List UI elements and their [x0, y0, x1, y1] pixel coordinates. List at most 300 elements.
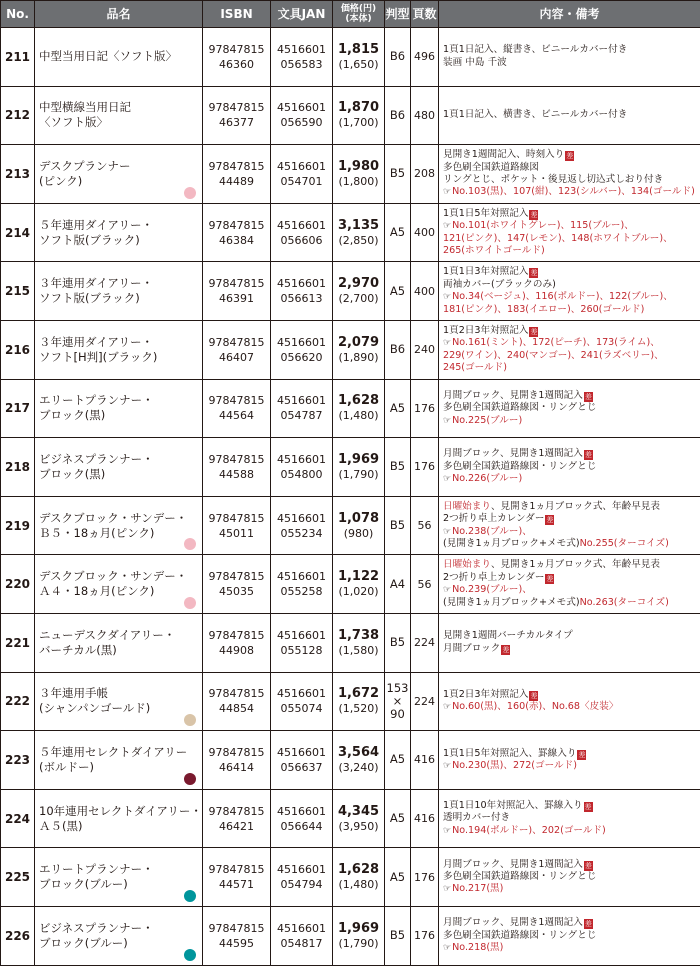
- price-base: (2,700): [338, 292, 379, 306]
- notes-sub: (見開き1ヵ月ブロック+メモ式): [443, 537, 580, 549]
- price-base: (1,480): [338, 878, 379, 892]
- product-name-line2: ソフト[H判](ブラック): [39, 349, 158, 364]
- isbn: [203, 789, 271, 848]
- notes: [439, 379, 700, 438]
- notes-line: [443, 362, 700, 374]
- size: B5: [385, 438, 411, 497]
- notes-text: No.103(黒)、107(紺)、123(シルバー)、134(ゴールド): [452, 186, 695, 198]
- notes-text: 、見開き1ヵ月ブロック式、年齢早見表: [490, 500, 660, 512]
- notes-sub: (見開き1ヵ月ブロック+メモ式): [443, 596, 580, 608]
- notes-text: 1頁2日3年対照記入: [443, 688, 529, 700]
- jan: [271, 789, 333, 848]
- notes-line: [443, 825, 700, 837]
- notes-line: [443, 559, 700, 571]
- product-name: [35, 496, 203, 555]
- notes-text: No.217(黒): [452, 883, 504, 895]
- jan: [271, 555, 333, 614]
- notes: [439, 613, 700, 672]
- jan-line1: 4516601: [277, 101, 326, 115]
- pointing-hand-icon: ☞: [443, 585, 452, 596]
- notes-text: No.218(黒): [452, 941, 504, 953]
- size: [385, 672, 411, 731]
- jan: [271, 613, 333, 672]
- product-name: [35, 906, 203, 965]
- notes-line: [443, 942, 700, 954]
- size: B5: [385, 906, 411, 965]
- jan-line1: 4516601: [277, 921, 326, 935]
- product-name: [35, 379, 203, 438]
- notes-text: 多色刷全国鉄道路線図・リングとじ: [443, 929, 597, 941]
- isbn-line2: 45011: [219, 526, 254, 540]
- price: [333, 438, 385, 497]
- insert-mark-icon: 差: [584, 392, 592, 401]
- notes-line: [443, 448, 700, 460]
- isbn-line2: 46377: [219, 116, 254, 130]
- size-h: 90: [390, 706, 405, 721]
- notes-line: [443, 689, 700, 701]
- notes-line: [443, 501, 700, 513]
- header-name: 品名: [35, 1, 203, 28]
- product-name-line1: 中型当用日記〈ソフト版〉: [39, 49, 177, 64]
- notes-text: 多色刷全国鉄道路線図・リングとじ: [443, 870, 597, 882]
- table-row: [1, 320, 700, 379]
- notes-text: 1頁1日記入、横書き、ビニールカバー付き: [443, 109, 628, 121]
- isbn: [203, 379, 271, 438]
- isbn-line1: 97847815: [208, 628, 265, 642]
- price-base: (2,850): [338, 233, 379, 247]
- jan: [271, 906, 333, 965]
- jan-line1: 4516601: [277, 570, 326, 584]
- product-name-line2: バーチカル(黒): [39, 642, 117, 657]
- product-name-line2: ブロック(黒): [39, 466, 106, 481]
- price-total: 1,738: [337, 627, 380, 643]
- notes-text: No.194(ボルドー)、202(ゴールド): [452, 824, 606, 836]
- size: A5: [385, 731, 411, 790]
- header-isbn: ISBN: [203, 1, 271, 28]
- notes-text: No.255(ターコイズ): [579, 537, 669, 549]
- price: [333, 145, 385, 204]
- row-no: 221: [1, 613, 35, 672]
- price: [333, 613, 385, 672]
- table-row: [1, 731, 700, 790]
- size: A4: [385, 555, 411, 614]
- price-total: 2,079: [337, 334, 380, 350]
- product-name-line1: 中型横線当用日記: [39, 100, 131, 115]
- notes-line: [443, 871, 700, 883]
- jan-line2: 055074: [280, 702, 323, 716]
- size: B6: [385, 320, 411, 379]
- pages: 224: [411, 672, 439, 731]
- product-name-line2: (シャンパンゴールド): [39, 701, 151, 716]
- price-total: 1,122: [337, 569, 380, 585]
- table-row: [1, 555, 700, 614]
- jan-line2: 056590: [280, 116, 323, 130]
- size: B6: [385, 86, 411, 145]
- isbn-line2: 44588: [219, 467, 254, 481]
- product-name-line2: (ボルドー): [39, 759, 94, 774]
- isbn: [203, 203, 271, 262]
- price-total: 1,628: [337, 393, 380, 409]
- insert-mark-icon: 差: [546, 574, 554, 583]
- jan-line2: 054787: [280, 409, 323, 423]
- notes-line: [443, 350, 700, 362]
- notes-text: 月間ブロック、見開き1週間記入: [443, 389, 583, 401]
- table-row: [1, 379, 700, 438]
- jan-line2: 054701: [280, 174, 323, 188]
- notes-text: 見開き1週間バーチカルタイプ: [443, 630, 573, 642]
- notes-text: 1頁2日3年対照記入: [443, 324, 529, 336]
- notes-line: [443, 337, 700, 349]
- jan-line1: 4516601: [277, 628, 326, 642]
- price: [333, 262, 385, 321]
- size-w: 153: [386, 680, 409, 695]
- isbn: [203, 731, 271, 790]
- size: A5: [385, 379, 411, 438]
- isbn-line1: 97847815: [208, 511, 265, 525]
- notes-text: 1頁1日5年対照記入、罫線入り: [443, 747, 577, 759]
- notes-text: No.161(ミント)、172(ピーチ)、173(ライム)、: [452, 337, 660, 349]
- header-jan: 文具JAN: [271, 1, 333, 28]
- isbn-line1: 97847815: [208, 218, 265, 232]
- price: [333, 731, 385, 790]
- notes-text: No.230(黒)、272(ゴールド): [452, 759, 577, 771]
- isbn-line1: 97847815: [208, 101, 265, 115]
- price: [333, 789, 385, 848]
- product-name: [35, 731, 203, 790]
- table-row: [1, 203, 700, 262]
- price-base: (3,240): [338, 760, 379, 774]
- notes-text: 月間ブロック、見開き1週間記入: [443, 448, 583, 460]
- header-notes: 内容・備考: [439, 1, 700, 28]
- jan-line1: 4516601: [277, 511, 326, 525]
- product-name-line1: ５年連用ダイアリー・: [39, 217, 153, 232]
- price: [333, 672, 385, 731]
- color-swatch-icon: [184, 714, 196, 726]
- notes-text: No.60(黒)、160(赤)、No.68〈皮装〉: [452, 701, 619, 713]
- pointing-hand-icon: ☞: [443, 825, 452, 836]
- product-name-line2: ブロック(黒): [39, 408, 106, 423]
- product-name: [35, 203, 203, 262]
- isbn: [203, 496, 271, 555]
- price: [333, 86, 385, 145]
- product-name: [35, 320, 203, 379]
- size: A5: [385, 262, 411, 321]
- notes-text: 月間ブロック、見開き1週間記入: [443, 858, 583, 870]
- jan-line1: 4516601: [277, 42, 326, 56]
- price-total: 4,345: [337, 803, 380, 819]
- color-swatch-icon: [184, 187, 196, 199]
- notes-line: [443, 402, 700, 414]
- jan-line1: 4516601: [277, 277, 326, 291]
- header-row: [1, 1, 700, 28]
- notes-text: 多色刷全国鉄道路線図・リングとじ: [443, 402, 597, 414]
- notes-line: [443, 812, 700, 824]
- product-name-line1: ビジネスプランナー・: [39, 920, 154, 935]
- price-total: 1,628: [337, 862, 380, 878]
- price-total: 1,969: [337, 451, 380, 467]
- notes: [439, 789, 700, 848]
- notes-line: [443, 162, 700, 174]
- notes-line: [443, 526, 700, 538]
- size: B6: [385, 28, 411, 87]
- notes: [439, 848, 700, 907]
- jan-line2: 055128: [280, 643, 323, 657]
- product-name-line1: ビジネスプランナー・: [39, 451, 154, 466]
- isbn-line2: 44489: [219, 174, 254, 188]
- product-name-line2: 〈ソフト版〉: [39, 115, 108, 130]
- row-no: 212: [1, 86, 35, 145]
- pages: 176: [411, 848, 439, 907]
- notes-line: [443, 44, 700, 56]
- insert-mark-icon: 差: [546, 516, 554, 525]
- price-total: 1,815: [337, 41, 380, 57]
- product-name: [35, 613, 203, 672]
- row-no: 213: [1, 145, 35, 204]
- size: A5: [385, 848, 411, 907]
- insert-mark-icon: 差: [502, 645, 510, 654]
- isbn-line2: 44571: [219, 878, 254, 892]
- notes-line: [443, 186, 700, 198]
- notes-line: [443, 597, 700, 609]
- price-base: (1,700): [338, 116, 379, 130]
- price-base: (1,520): [338, 702, 379, 716]
- insert-mark-icon: 差: [566, 152, 574, 161]
- price-base: (1,790): [338, 467, 379, 481]
- row-no: 215: [1, 262, 35, 321]
- price-total: 3,135: [337, 217, 380, 233]
- size-x: ×: [392, 693, 403, 708]
- price: [333, 28, 385, 87]
- jan: [271, 731, 333, 790]
- product-name: [35, 438, 203, 497]
- notes-text: No.226(ブルー): [452, 473, 523, 485]
- isbn: [203, 613, 271, 672]
- product-name-line2: ブロック(ブルー): [39, 877, 128, 892]
- table-row: [1, 86, 700, 145]
- jan: [271, 28, 333, 87]
- product-name-line2: ソフト版(ブラック): [39, 232, 140, 247]
- notes-line: [443, 415, 700, 427]
- product-name-line1: ３年連用ダイアリー・: [39, 334, 153, 349]
- price-total: 3,564: [337, 744, 380, 760]
- isbn-line2: 44595: [219, 936, 254, 950]
- isbn-line2: 45035: [219, 585, 254, 599]
- pages: 416: [411, 731, 439, 790]
- pages: 496: [411, 28, 439, 87]
- isbn: [203, 145, 271, 204]
- notes-text: 見開き1週間記入、時刻入り: [443, 149, 565, 161]
- row-no: 216: [1, 320, 35, 379]
- insert-mark-icon: 差: [578, 750, 586, 759]
- notes-line: [443, 630, 700, 642]
- pointing-hand-icon: ☞: [443, 884, 452, 895]
- row-no: 219: [1, 496, 35, 555]
- pages: 400: [411, 203, 439, 262]
- table-row: [1, 789, 700, 848]
- product-name-line1: エリートプランナー・: [39, 393, 154, 408]
- jan-line1: 4516601: [277, 218, 326, 232]
- notes-text: 装画 中島 千波: [443, 56, 507, 68]
- pages: 400: [411, 262, 439, 321]
- notes-text: 多色刷全国鉄道路線図: [443, 161, 539, 173]
- insert-mark-icon: 差: [530, 269, 538, 278]
- notes-text: 多色刷全国鉄道路線図・リングとじ: [443, 460, 597, 472]
- product-name-line1: デスクブロック・サンデー・: [39, 510, 188, 525]
- product-name-line1: ５年連用セレクトダイアリー: [39, 744, 188, 759]
- jan: [271, 203, 333, 262]
- notes-line: [443, 57, 700, 69]
- jan: [271, 262, 333, 321]
- notes-text: 1頁1日5年対照記入: [443, 207, 529, 219]
- header-size: 判型: [385, 1, 411, 28]
- pages: 56: [411, 555, 439, 614]
- isbn-line1: 97847815: [208, 687, 265, 701]
- notes-text: 月間ブロック、見開き1週間記入: [443, 917, 583, 929]
- product-name-line1: ３年連用ダイアリー・: [39, 276, 153, 291]
- isbn-line1: 97847815: [208, 452, 265, 466]
- table-row: [1, 906, 700, 965]
- notes-text: 両袖カバー(ブラックのみ): [443, 278, 556, 290]
- jan-line1: 4516601: [277, 863, 326, 877]
- price-total: 1,078: [337, 510, 380, 526]
- price-base: (1,020): [338, 585, 379, 599]
- notes-line: [443, 643, 700, 655]
- notes-text: No.34(ベージュ)、116(ボルドー)、122(ブルー)、: [452, 291, 673, 303]
- isbn-line2: 46407: [219, 350, 254, 364]
- row-no: 217: [1, 379, 35, 438]
- price-total: 1,969: [337, 920, 380, 936]
- isbn-line1: 97847815: [208, 277, 265, 291]
- isbn-line2: 46414: [219, 760, 254, 774]
- header-no: No.: [1, 1, 35, 28]
- price-base: (1,790): [338, 936, 379, 950]
- isbn: [203, 262, 271, 321]
- notes-line: [443, 917, 700, 929]
- notes-line: [443, 325, 700, 337]
- notes-line: [443, 584, 700, 596]
- pages: 208: [411, 145, 439, 204]
- jan: [271, 672, 333, 731]
- insert-mark-icon: 差: [530, 327, 538, 336]
- notes-line: [443, 748, 700, 760]
- jan: [271, 496, 333, 555]
- size: B5: [385, 613, 411, 672]
- notes: [439, 145, 700, 204]
- header-pages: 頁数: [411, 1, 439, 28]
- jan-line1: 4516601: [277, 804, 326, 818]
- notes-text: 1頁1日10年対照記入、罫線入り: [443, 799, 583, 811]
- isbn-line1: 97847815: [208, 745, 265, 759]
- jan: [271, 379, 333, 438]
- jan-line2: 056613: [280, 292, 323, 306]
- row-no: 224: [1, 789, 35, 848]
- price-base: (1,650): [338, 57, 379, 71]
- notes-highlight: 日曜始まり: [443, 500, 491, 512]
- product-name: [35, 848, 203, 907]
- table-row: [1, 496, 700, 555]
- table-row: [1, 145, 700, 204]
- price-base: (980): [343, 526, 374, 540]
- pages: 176: [411, 906, 439, 965]
- jan: [271, 86, 333, 145]
- pointing-hand-icon: ☞: [443, 474, 452, 485]
- size: A5: [385, 789, 411, 848]
- size: B5: [385, 145, 411, 204]
- notes-highlight: 日曜始まり: [443, 559, 491, 571]
- notes-text: No.239(ブルー)、: [452, 584, 532, 596]
- isbn-line1: 97847815: [208, 42, 265, 56]
- product-name-line2: (ピンク): [39, 173, 83, 188]
- isbn-line2: 46360: [219, 57, 254, 71]
- notes: [439, 262, 700, 321]
- jan-line2: 056606: [280, 233, 323, 247]
- row-no: 226: [1, 906, 35, 965]
- notes: [439, 906, 700, 965]
- notes: [439, 672, 700, 731]
- notes-text: 181(ピンク)、183(イエロー)、260(ゴールド): [443, 303, 645, 315]
- product-name-line2: Ａ４・18ヵ月(ピンク): [39, 584, 155, 599]
- notes: [439, 320, 700, 379]
- row-no: 218: [1, 438, 35, 497]
- product-name: [35, 28, 203, 87]
- price-total: 1,672: [337, 686, 380, 702]
- product-name-line1: デスクブロック・サンデー・: [39, 569, 188, 584]
- jan-line2: 056644: [280, 819, 323, 833]
- notes-text: 1頁1日3年対照記入: [443, 266, 529, 278]
- notes-text: 、見開き1ヵ月ブロック式、年齢早見表: [490, 559, 660, 571]
- price: [333, 848, 385, 907]
- header-price-sub: (本体): [345, 14, 372, 24]
- notes-line: [443, 291, 700, 303]
- isbn-line2: 44908: [219, 643, 254, 657]
- table-row: [1, 438, 700, 497]
- notes-text: 1頁1日記入、縦書き、ビニールカバー付き: [443, 44, 628, 56]
- isbn-line1: 97847815: [208, 921, 265, 935]
- jan: [271, 145, 333, 204]
- notes-line: [443, 109, 700, 121]
- notes-text: 229(ワイン)、240(マンゴー)、241(ラズベリー)、: [443, 349, 664, 361]
- pages: 240: [411, 320, 439, 379]
- notes: [439, 731, 700, 790]
- isbn: [203, 320, 271, 379]
- isbn: [203, 672, 271, 731]
- insert-mark-icon: 差: [530, 210, 538, 219]
- color-swatch-icon: [184, 538, 196, 550]
- notes-line: [443, 930, 700, 942]
- isbn-line2: 46421: [219, 819, 254, 833]
- notes-text: 月間ブロック: [443, 642, 501, 654]
- header-price: [333, 1, 385, 28]
- product-name-line1: 10年連用セレクトダイアリー・: [39, 803, 202, 818]
- notes-text: 2つ折り卓上カレンダー: [443, 571, 545, 583]
- isbn-line1: 97847815: [208, 804, 265, 818]
- notes-text: 透明カバー付き: [443, 812, 511, 824]
- price: [333, 203, 385, 262]
- isbn: [203, 555, 271, 614]
- price: [333, 320, 385, 379]
- notes: [439, 496, 700, 555]
- notes-line: [443, 149, 700, 161]
- price-total: 2,970: [337, 276, 380, 292]
- notes-line: [443, 572, 700, 584]
- isbn-line1: 97847815: [208, 863, 265, 877]
- notes-line: [443, 390, 700, 402]
- notes-line: [443, 245, 700, 257]
- isbn: [203, 28, 271, 87]
- pages: 416: [411, 789, 439, 848]
- isbn: [203, 438, 271, 497]
- notes-line: [443, 208, 700, 220]
